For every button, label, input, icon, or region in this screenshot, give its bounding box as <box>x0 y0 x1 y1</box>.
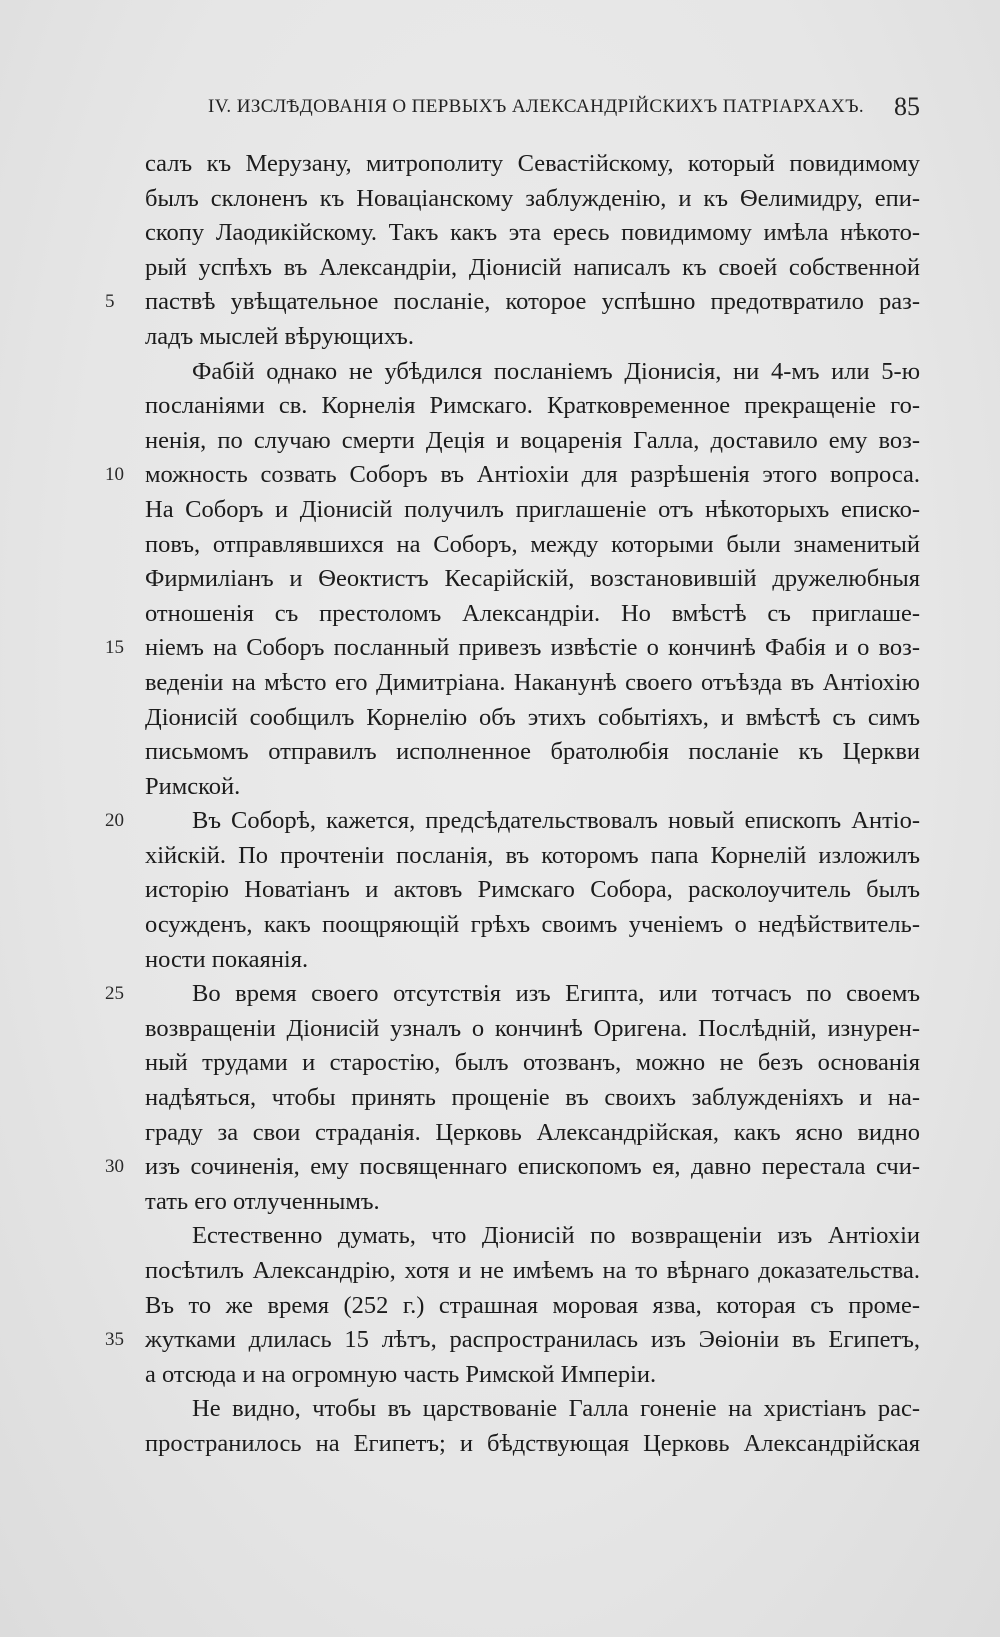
line-number: 10 <box>105 464 124 486</box>
line-text: осужденъ, какъ поощряющій грѣхъ своимъ ученіемъ о недѣйствитель- <box>145 911 920 939</box>
text-line <box>145 770 920 805</box>
running-header <box>208 88 920 128</box>
text-line <box>145 701 920 736</box>
text-line <box>145 1081 920 1116</box>
line-text: былъ склоненъ къ Новаціанскому заблужденію, и къ Ѳелимидру, епи- <box>145 184 920 212</box>
line-number: 5 <box>105 291 115 313</box>
text-line <box>145 1358 920 1393</box>
line-text: надѣяться, чтобы принять прощеніе въ своихъ заблужденіяхъ и на- <box>145 1084 920 1112</box>
text-line <box>105 458 920 493</box>
line-text: исторію Новатіанъ и актовъ Римскаго Собора, расколоучитель былъ <box>145 876 920 904</box>
line-number: 25 <box>105 983 124 1005</box>
line-text: Фирмиліанъ и Ѳеоктистъ Кесарійскій, возстановившій дружелюбныя <box>145 565 920 593</box>
text-line <box>145 1427 920 1462</box>
line-text: рый успѣхъ въ Александріи, Діонисій написалъ къ своей собственной <box>145 253 920 281</box>
text-line <box>105 285 920 320</box>
text-line <box>145 666 920 701</box>
text-line <box>105 1323 920 1358</box>
line-text: ненія, по случаю смерти Деція и воцаренія Галла, доставило ему воз- <box>145 426 920 454</box>
line-number: 20 <box>105 810 124 832</box>
text-line <box>105 804 920 839</box>
line-number: 35 <box>105 1329 124 1351</box>
line-text: посѣтилъ Александрію, хотя и не имѣемъ на то вѣрнаго доказательства. <box>145 1257 920 1284</box>
line-text: возвращеніи Діонисій узналъ о кончинѣ Оригена. Послѣдній, изнурен- <box>145 1014 920 1042</box>
text-line <box>145 147 920 182</box>
text-line <box>145 1185 920 1220</box>
text-line <box>145 182 920 217</box>
line-text: Діонисій сообщилъ Корнелію объ этихъ событіяхъ, и вмѣстѣ съ симъ <box>145 703 920 731</box>
page-number: 85 <box>894 92 920 121</box>
line-text: повъ, отправлявшихся на Соборъ, между которыми были знаменитый <box>145 530 920 558</box>
text-line <box>145 1254 920 1289</box>
line-text: ности покаянія. <box>145 945 309 973</box>
line-text: На Соборъ и Діонисій получилъ приглашеніе отъ нѣкоторыхъ еписко- <box>145 495 920 523</box>
line-text: веденіи на мѣсто его Димитріана. Наканунѣ своего отъѣзда въ Антіохію <box>145 668 920 696</box>
line-text: изъ сочиненія, ему посвященнаго епископомъ ея, давно перестала счи- <box>145 1153 920 1181</box>
text-line <box>145 908 920 943</box>
text-line <box>145 493 920 528</box>
line-text: письмомъ отправилъ исполненное братолюбія посланіе къ Церкви <box>145 738 920 766</box>
line-text: ный трудами и старостію, былъ отозванъ, можно не безъ основанія <box>145 1049 920 1077</box>
text-line <box>145 216 920 251</box>
text-line <box>145 320 920 355</box>
text-line <box>105 977 920 1012</box>
text-line <box>105 1150 920 1185</box>
line-text: Не видно, чтобы въ царствованіе Галла гоненіе на христіанъ рас- <box>192 1395 920 1423</box>
text-line <box>145 943 920 978</box>
text-line <box>145 355 920 390</box>
line-number: 15 <box>105 637 124 659</box>
line-text: скопу Лаодикійскому. Такъ какъ эта ересь повидимому имѣла нѣкото- <box>145 219 920 247</box>
text-line <box>145 873 920 908</box>
line-text: паствѣ увѣщательное посланіе, которое успѣшно предотвратило раз- <box>145 288 920 316</box>
line-text: пространилось на Египетъ; и бѣдствующая Церковь Александрійская <box>145 1429 920 1457</box>
text-line <box>105 631 920 666</box>
line-text: жутками длилась 15 лѣтъ, распространилась изъ Эѳіоніи въ Египетъ, <box>145 1326 920 1354</box>
line-text: салъ къ Мерузану, митрополиту Севастійскому, который повидимому <box>145 150 920 177</box>
text-line <box>145 1012 920 1047</box>
text-line <box>145 1046 920 1081</box>
line-text: граду за свои страданія. Церковь Александрійская, какъ ясно видно <box>145 1118 920 1146</box>
running-title: IV. ИЗСЛѢДОВАНІЯ О ПЕРВЫХЪ АЛЕКСАНДРІЙСКИХЪ ПАТРІАРХАХЪ. <box>208 96 865 117</box>
text-line <box>145 528 920 563</box>
text-line <box>145 597 920 632</box>
line-text: хійскій. По прочтеніи посланія, въ которомъ папа Корнелій изложилъ <box>145 841 920 869</box>
body-text <box>105 147 920 1462</box>
line-text: посланіями св. Корнелія Римскаго. Кратковременное прекращеніе го- <box>145 392 920 420</box>
text-line <box>145 735 920 770</box>
text-line <box>145 1289 920 1324</box>
line-text: Во время своего отсутствія изъ Египта, или тотчасъ по своемъ <box>192 980 920 1008</box>
line-text: Въ то же время (252 г.) страшная моровая язва, которая съ проме- <box>145 1291 920 1319</box>
text-line <box>145 251 920 286</box>
text-line <box>145 1116 920 1151</box>
line-text: тать его отлученнымъ. <box>145 1187 380 1215</box>
text-line <box>145 839 920 874</box>
line-text: ніемъ на Соборъ посланный привезъ извѣстіе о кончинѣ Фабія и о воз- <box>145 634 920 662</box>
text-line <box>145 562 920 597</box>
line-text: Въ Соборѣ, кажется, предсѣдательствовалъ новый епископъ Антіо- <box>192 807 920 835</box>
line-text: а отсюда и на огромную часть Римской Имперіи. <box>145 1360 657 1388</box>
line-text: можность созвать Соборъ въ Антіохіи для разрѣшенія этого вопроса. <box>145 461 920 489</box>
line-number: 30 <box>105 1156 124 1178</box>
line-text: ладъ мыслей вѣрующихъ. <box>145 322 414 350</box>
text-line <box>145 1219 920 1254</box>
line-text: Естественно думать, что Діонисій по возвращеніи изъ Антіохіи <box>192 1222 920 1250</box>
line-text: Римской. <box>145 772 241 800</box>
line-text: Фабій однако не убѣдился посланіемъ Діонисія, ни 4-мъ или 5-ю <box>192 357 920 385</box>
line-text: отношенія съ престоломъ Александріи. Но вмѣстѣ съ приглаше- <box>145 599 920 627</box>
text-line <box>145 389 920 424</box>
text-line <box>145 424 920 459</box>
text-line <box>145 1392 920 1427</box>
